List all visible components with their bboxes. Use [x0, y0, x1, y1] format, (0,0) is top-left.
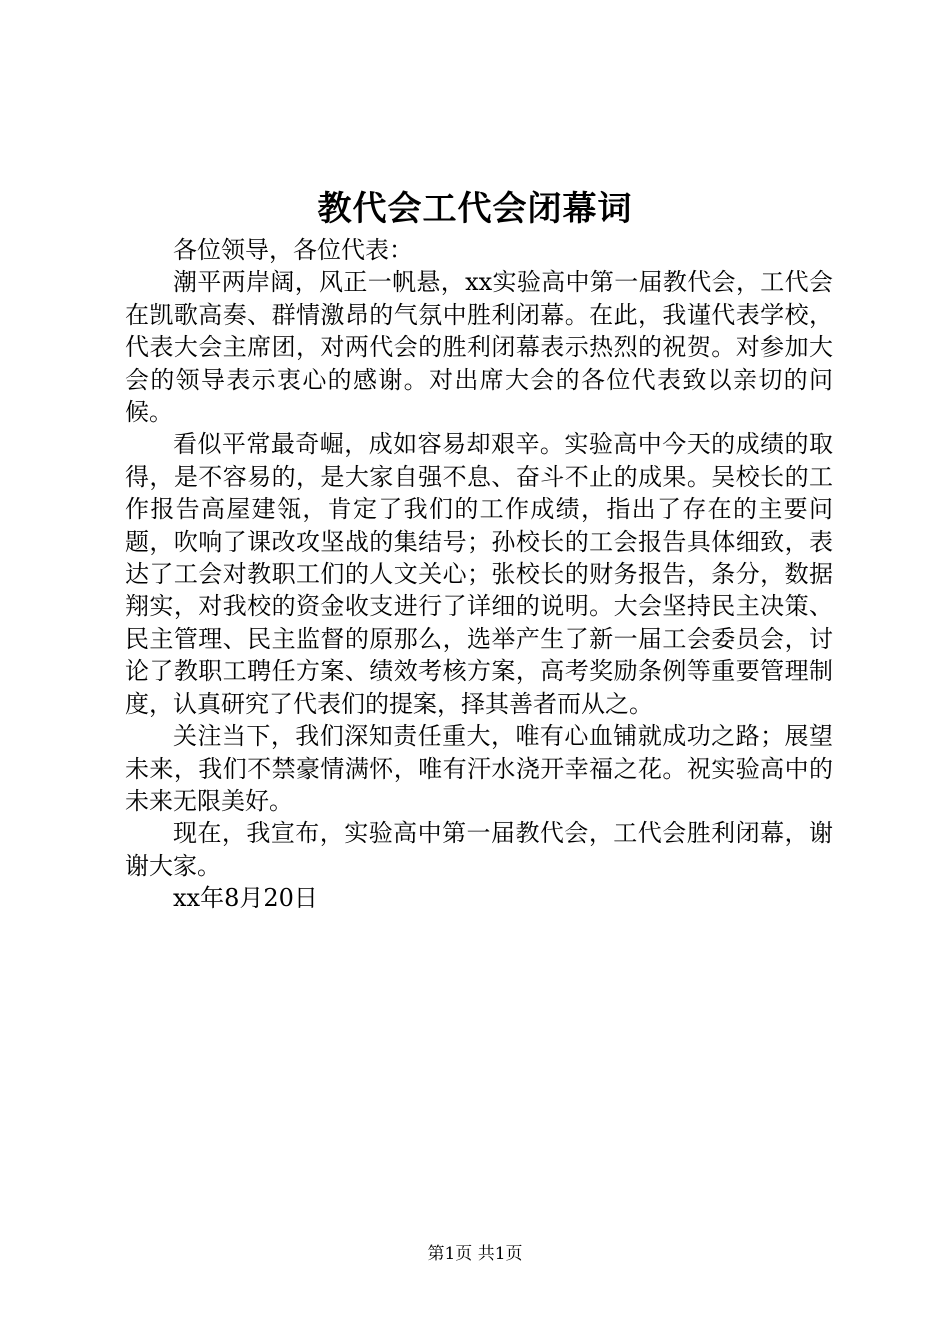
paragraph-opening: 潮平两岸阔，风正一帆悬，xx实验高中第一届教代会，工代会在凯歌高奏、群情激昂的气氛中胜利闭幕。在此，我谨代表学校，代表大会主席团，对两代会的胜利闭幕表示热烈的祝贺。对参加大会的领导表示衷心的感谢。对出席大会的各位代表致以亲切的问候。: [125, 268, 833, 427]
document-title: 教代会工代会闭幕词: [317, 189, 633, 229]
page-number-footer: 第1页 共1页: [427, 1244, 523, 1264]
document-body: [125, 234, 833, 915]
paragraph-achievements: 看似平常最奇崛，成如容易却艰辛。实验高中今天的成绩的取得，是不容易的，是大家自强不息、奋斗不止的成果。吴校长的工作报告高屋建瓴，肯定了我们的工作成绩，指出了存在的主要问题，吹响了课改攻坚战的集结号；孙校长的工会报告具体细致，表达了工会对教职工们的人文关心；张校长的财务报告，条分，数据翔实，对我校的资金收支进行了详细的说明。大会坚持民主决策、民主管理、民主监督的原那么，选举产生了新一届工会委员会，讨论了教职工聘任方案、绩效考核方案，高考奖励条例等重要管理制度，认真研究了代表们的提案，择其善者而从之。: [125, 430, 833, 718]
paragraph-closing: 现在，我宣布，实验高中第一届教代会，工代会胜利闭幕，谢谢大家。: [125, 819, 833, 880]
document-date: xx年8月20日: [173, 884, 318, 913]
salutation: 各位领导，各位代表：: [173, 236, 413, 264]
paragraph-outlook: 关注当下，我们深知责任重大，唯有心血铺就成功之路；展望未来，我们不禁豪情满怀，唯有汗水浇开幸福之花。祝实验高中的未来无限美好。: [125, 722, 833, 815]
